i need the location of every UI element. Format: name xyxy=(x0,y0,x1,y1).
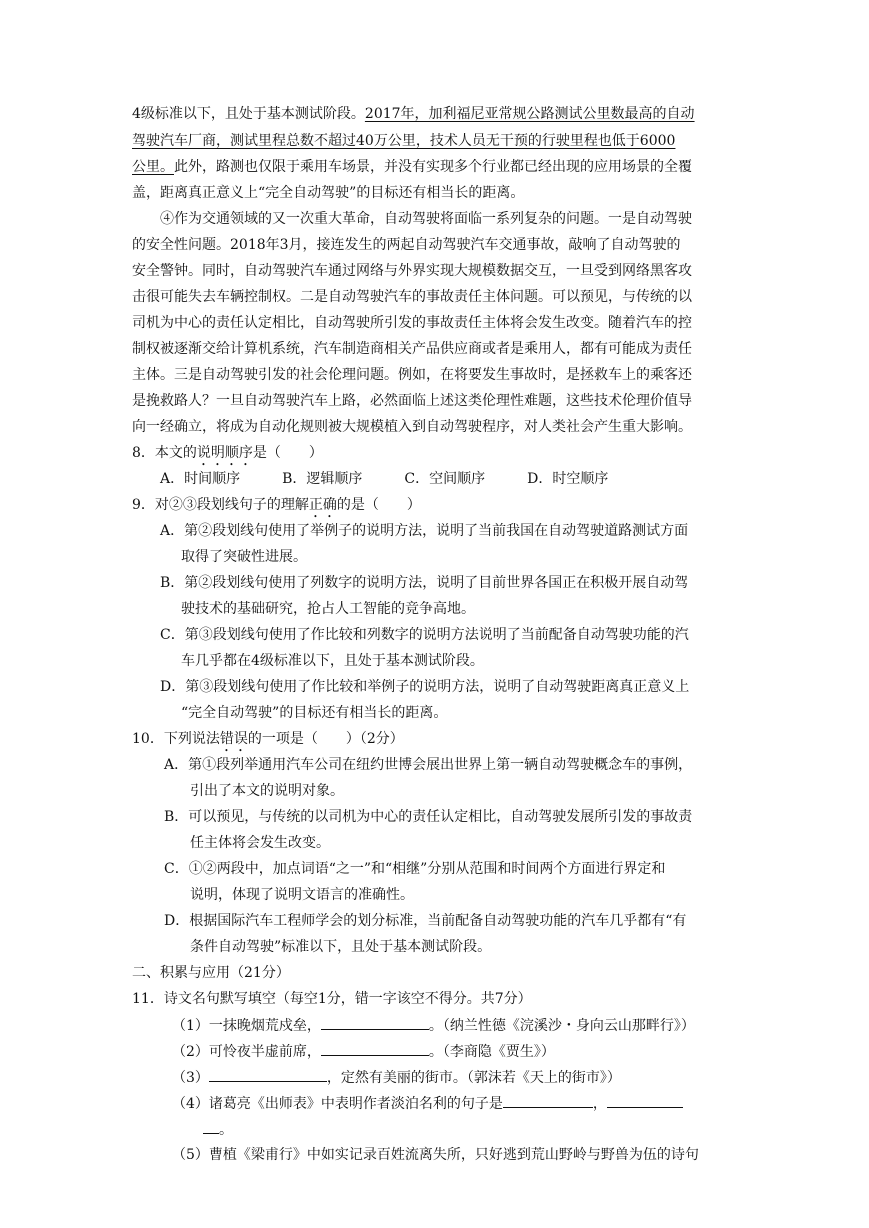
option-b-cont: 驶技术的基础研究，抢占人工智能的竞争高地。 xyxy=(181,601,475,617)
emphasis-text: 正确 xyxy=(308,497,337,513)
fill-item-2 xyxy=(172,1041,555,1062)
passage-line: 击很可能失去车辆控制权。二是自动驾驶汽车的事故责任主体问题。可以预见，与传统的以 xyxy=(132,289,692,305)
passage-line: 是挽救路人？一旦自动驾驶汽车上路，必然面临上述这类伦理性难题，这些技术伦理价值导 xyxy=(132,393,692,409)
passage-text: 此外，路测也仅限于乘用车场景，并没有实现多个行业都已经出现的应用场景的全覆 xyxy=(174,159,692,175)
underlined-sentence: 公里。 xyxy=(132,159,174,175)
passage-line: 的安全性问题。2018年3月，接连发生的两起自动驾驶汽车交通事故，敲响了自动驾驶的 xyxy=(132,237,681,253)
question-10-stem xyxy=(132,729,404,755)
question-8-options: A．时间顺序 B．逻辑顺序 C．空间顺序 D．时空顺序 xyxy=(160,471,609,487)
item-text: （2）可怜夜半虚前席， xyxy=(172,1044,321,1060)
passage-line: 盖，距离真正意义上“完全自动驾驶”的目标还有相当长的距离。 xyxy=(132,185,525,201)
question-9-stem xyxy=(132,495,421,521)
answer-blank[interactable] xyxy=(209,1067,327,1082)
option-d: D．第③段划线句使用了作比较和举例子的说明方法，说明了自动驾驶距离真正意义上 xyxy=(160,679,690,695)
option-a: A．第①段列举通用汽车公司在纽约世博会展出世界上第一辆自动驾驶概念车的事例， xyxy=(164,757,693,773)
fill-item-4-cont xyxy=(203,1119,233,1140)
passage-line xyxy=(132,104,695,124)
answer-blank[interactable] xyxy=(607,1093,683,1108)
option-c: C．第③段划线句使用了作比较和列数字的说明方法说明了当前配备自动驾驶功能的汽 xyxy=(160,627,689,643)
option-d-cont: 条件自动驾驶”标准以下，且处于基本测试阶段。 xyxy=(190,939,492,955)
option-b: B．第②段划线句使用了列数字的说明方法，说明了目前世界各国正在积极开展自动驾 xyxy=(160,575,689,591)
question-11-stem: 11．诗文名句默写填空（每空1分，错一字该空不得分。共7分） xyxy=(132,991,532,1007)
passage-line: 向一经确立，将成为自动化规则被大规模植入到自动驾驶程序，对人类社会产生重大影响。 xyxy=(132,419,692,435)
option-a-cont: 取得了突破性进展。 xyxy=(181,549,307,565)
fill-item-1 xyxy=(172,1015,695,1036)
stem-text: 10．下列说法 xyxy=(132,731,220,747)
option-d: D．根据国际汽车工程师学会的划分标准，当前配备自动驾驶功能的汽车几乎都有“有 xyxy=(164,913,687,929)
option-b-cont: 任主体将会发生改变。 xyxy=(190,835,330,851)
option-a: A．第②段划线句使用了举例子的说明方法，说明了当前我国在自动驾驶道路测试方面 xyxy=(160,523,689,539)
option-d-cont: “完全自动驾驶”的目标还有相当长的距离。 xyxy=(181,705,448,721)
item-text: 。（李商隐《贾生》） xyxy=(428,1044,555,1060)
passage-line: 司机为中心的责任认定相比，自动驾驶所引发的事故责任主体将会发生改变。随着汽车的控 xyxy=(132,315,692,331)
passage-line: ④作为交通领域的又一次重大革命，自动驾驶将面临一系列复杂的问题。一是自动驾驶 xyxy=(160,211,692,227)
passage-text: 4级标准以下，且处于基本测试阶段。 xyxy=(132,106,365,122)
item-text: ， xyxy=(592,1096,607,1112)
stem-text: 8．本文的 xyxy=(132,445,197,461)
stem-text: 的一项是（ ）（2分） xyxy=(247,731,404,747)
emphasis-text: 错误 xyxy=(219,731,248,747)
option-c: C．①②两段中，加点词语“之一”和“相继”分别从范围和时间两个方面进行界定和 xyxy=(164,861,666,877)
stem-text: 的是（ ） xyxy=(336,497,421,513)
fill-item-5: （5）曹植《梁甫行》中如实记录百姓流离失所，只好逃到荒山野岭与野兽为伍的诗句 xyxy=(172,1147,699,1163)
section-heading: 二、积累与应用（21分） xyxy=(132,965,290,981)
answer-blank[interactable] xyxy=(321,1041,429,1056)
option-c-cont: 车几乎都在4级标准以下，且处于基本测试阶段。 xyxy=(181,653,484,669)
answer-blank-cont[interactable] xyxy=(203,1119,219,1134)
answer-blank[interactable] xyxy=(321,1015,429,1030)
question-8-stem xyxy=(132,443,323,469)
passage-line: 主体。三是自动驾驶引发的社会伦理问题。例如，在将要发生事故时，是拯救车上的乘客还 xyxy=(132,367,692,383)
underlined-sentence: 2017年，加利福尼亚常规公路测试公里数最高的自动 xyxy=(364,106,695,122)
item-text: （1）一抹晚烟荒戍垒， xyxy=(172,1018,321,1034)
item-text: （4）诸葛亮《出师表》中表明作者淡泊名利的句子是 xyxy=(172,1096,503,1112)
option-c-cont: 说明，体现了说明文语言的准确性。 xyxy=(190,887,414,903)
underlined-sentence: 驾驶汽车厂商，测试里程总数不超过40万公里，技术人员无干预的行驶里程也低于6000 xyxy=(132,133,676,149)
item-text: （3） xyxy=(172,1070,209,1086)
passage-line: 制权被逐渐交给计算机系统，汽车制造商相关产品供应商或者是乘用人，都有可能成为责任 xyxy=(132,341,692,357)
fill-item-3 xyxy=(172,1067,621,1088)
fill-item-4 xyxy=(172,1093,683,1114)
passage-line: 安全警钟。同时，自动驾驶汽车通过网络与外界实现大规模数据交互，一旦受到网络黑客攻 xyxy=(132,263,692,279)
stem-text: 是（ ） xyxy=(252,445,323,461)
item-text: 。 xyxy=(219,1122,233,1138)
option-b: B．可以预见，与传统的以司机为中心的责任认定相比，自动驾驶发展所引发的事故责 xyxy=(164,809,693,825)
stem-text: 9．对②③段划线句子的理解 xyxy=(132,497,309,513)
emphasis-text: 说明顺序 xyxy=(196,445,253,461)
answer-blank[interactable] xyxy=(503,1093,593,1108)
item-text: ，定然有美丽的街市。（郭沫若《天上的街市》） xyxy=(326,1070,621,1086)
item-text: 。（纳兰性德《浣溪沙・身向云山那畔行》） xyxy=(428,1018,695,1034)
passage-line xyxy=(132,157,692,177)
option-a-cont: 引出了本文的说明对象。 xyxy=(190,783,344,799)
